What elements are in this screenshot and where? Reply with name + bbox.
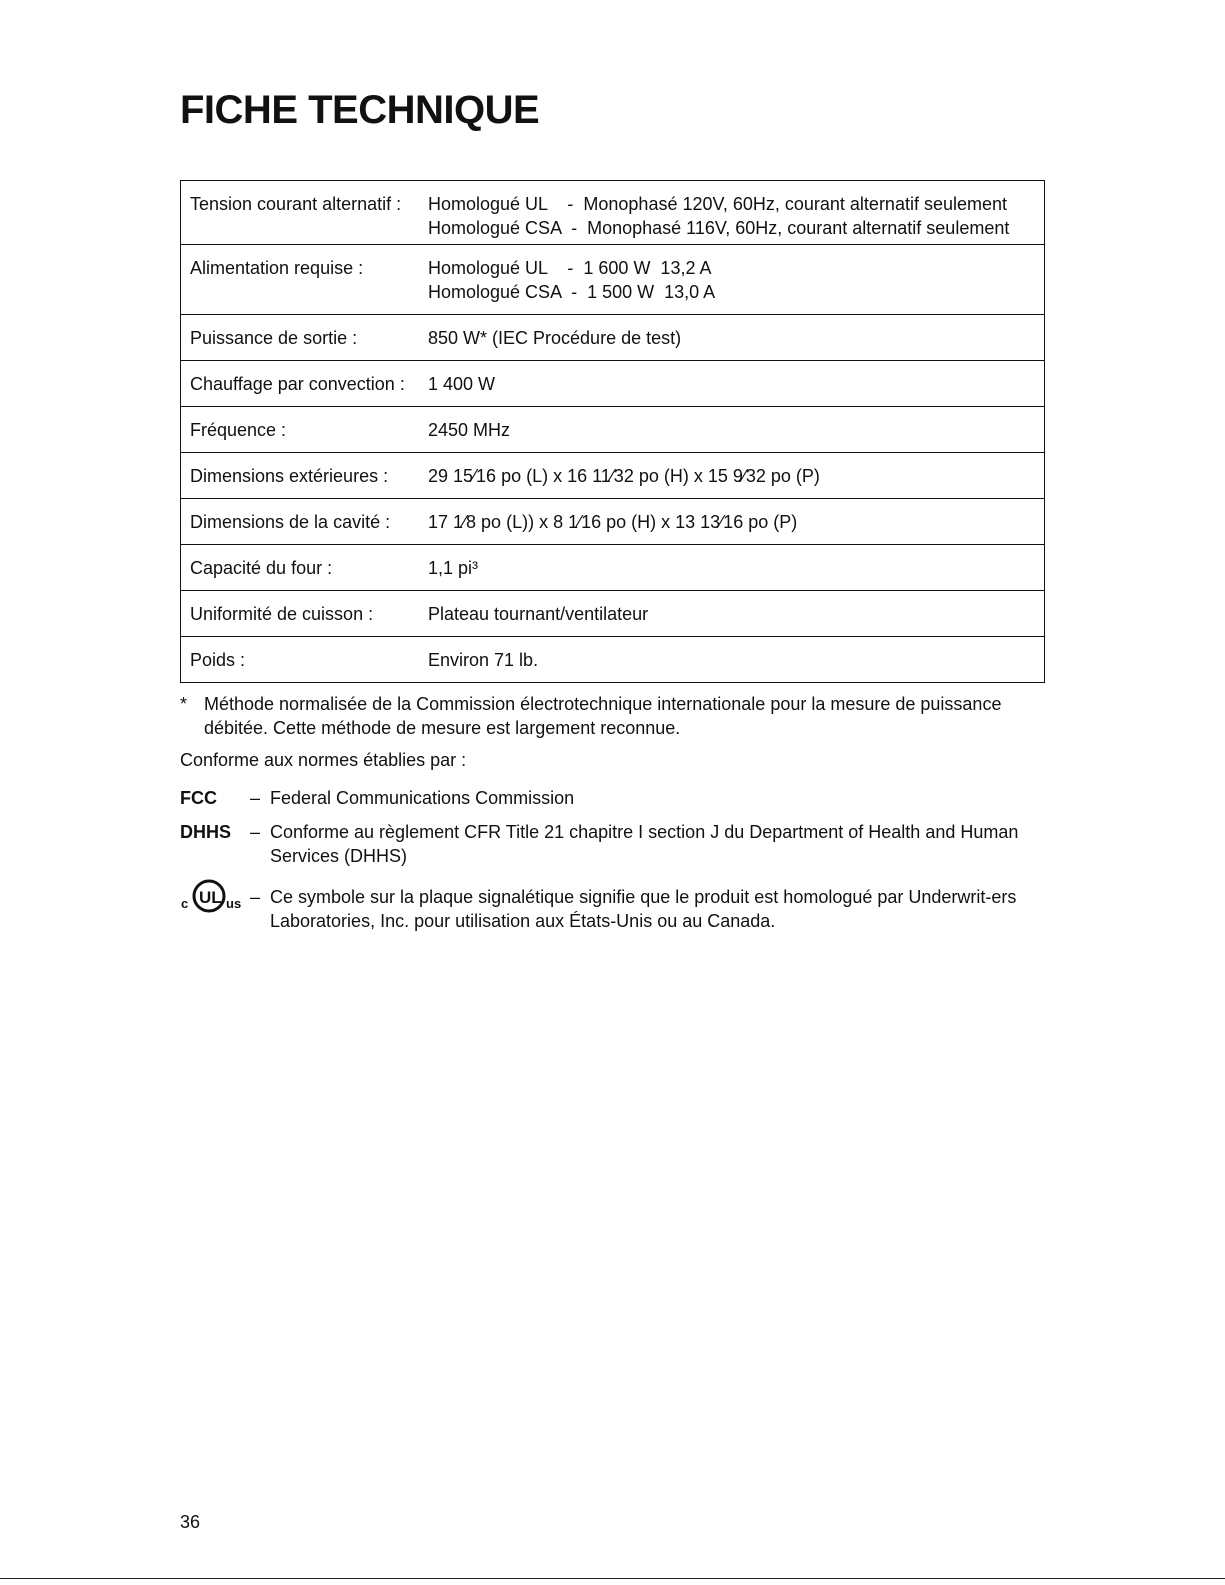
spec-value-cell	[428, 637, 1045, 683]
footnote-marker: *	[180, 694, 188, 714]
spec-value-cell	[428, 407, 1045, 453]
spec-row	[181, 315, 1045, 361]
footnote-text: Méthode normalisée de la Commission électrotechnique internationale pour la mesure de puissance débitée. Cette méthode de mesure est largement reconnue.	[204, 694, 1002, 738]
spec-row	[181, 361, 1045, 407]
spec-label-cell	[181, 545, 429, 591]
svg-text:c: c	[181, 896, 189, 911]
spec-value: Homologué UL - Monophasé 120V, 60Hz, courant alternatif seulement	[428, 194, 1008, 214]
spec-row	[181, 407, 1045, 453]
spec-value-cell	[428, 453, 1045, 499]
spec-value-cell	[428, 545, 1045, 591]
spec-value: Homologué UL - 1 600 W 13,2 A	[428, 258, 712, 278]
standard-abbr: FCC	[180, 788, 217, 808]
spec-label-cell	[181, 453, 429, 499]
standard-item-dhhs	[180, 820, 1050, 868]
spec-table	[180, 180, 1045, 683]
spec-row	[181, 545, 1045, 591]
spec-label-cell	[181, 407, 429, 453]
spec-row	[181, 499, 1045, 545]
spec-label: Capacité du four :	[190, 558, 333, 578]
spec-value: 1,1 pi³	[428, 558, 479, 578]
spec-label: Chauffage par convection :	[190, 374, 405, 394]
svg-text:us: us	[226, 896, 242, 911]
spec-value-cell	[428, 181, 1045, 245]
svg-text:UL: UL	[199, 888, 222, 907]
spec-label-cell	[181, 361, 429, 407]
spec-row	[181, 637, 1045, 683]
standard-dash: –	[250, 788, 261, 808]
spec-label: Uniformité de cuisson :	[190, 604, 374, 624]
page-title: FICHE TECHNIQUE	[180, 88, 540, 132]
spec-label: Dimensions extérieures :	[190, 466, 389, 486]
spec-label-cell	[181, 181, 429, 245]
spec-value: 29 15⁄16 po (L) x 16 11⁄32 po (H) x 15 9⁄32 po (P)	[428, 466, 820, 486]
spec-value-cell	[428, 245, 1045, 315]
spec-row	[181, 245, 1045, 315]
standard-dash: –	[250, 887, 261, 907]
spec-value: Environ 71 lb.	[428, 650, 539, 670]
spec-value-cell	[428, 315, 1045, 361]
cul-us-logo-icon	[180, 879, 244, 921]
standard-item-fcc	[180, 786, 1050, 810]
standard-text: Ce symbole sur la plaque signalétique signifie que le produit est homologué par Underwrit-ers Laboratories, Inc. pour utilisation aux États-Unis ou au Canada.	[270, 887, 1017, 931]
footnote	[180, 692, 1050, 740]
spec-value: Plateau tournant/ventilateur	[428, 604, 649, 624]
spec-label: Poids :	[190, 650, 246, 670]
spec-row	[181, 181, 1045, 245]
spec-label-cell	[181, 245, 429, 315]
spec-row	[181, 591, 1045, 637]
standard-text: Conforme au règlement CFR Title 21 chapitre I section J du Department of Health and Human Services (DHHS)	[270, 822, 1019, 866]
spec-value: 2450 MHz	[428, 420, 511, 440]
spec-value: 850 W* (IEC Procédure de test)	[428, 328, 682, 348]
spec-label-cell	[181, 637, 429, 683]
spec-label: Puissance de sortie :	[190, 328, 358, 348]
spec-label: Tension courant alternatif :	[190, 194, 402, 214]
spec-value-cell	[428, 499, 1045, 545]
spec-value: 17 1⁄8 po (L)) x 8 1⁄16 po (H) x 13 13⁄16 po (P)	[428, 512, 798, 532]
standard-item-ul	[180, 885, 1050, 933]
spec-value: Homologué CSA - Monophasé 116V, 60Hz, courant alternatif seulement	[428, 218, 1010, 238]
spec-label: Dimensions de la cavité :	[190, 512, 391, 532]
spec-row	[181, 453, 1045, 499]
standard-dash: –	[250, 822, 261, 842]
spec-value-cell	[428, 361, 1045, 407]
spec-label: Alimentation requise :	[190, 258, 364, 278]
bottom-rule	[0, 1578, 1225, 1579]
spec-value: 1 400 W	[428, 374, 496, 394]
spec-value: Homologué CSA - 1 500 W 13,0 A	[428, 282, 716, 302]
spec-label-cell	[181, 499, 429, 545]
spec-label-cell	[181, 315, 429, 361]
page-number: 36	[180, 1512, 201, 1532]
spec-label: Fréquence :	[190, 420, 287, 440]
conformity-heading: Conforme aux normes établies par :	[180, 750, 467, 770]
spec-label-cell	[181, 591, 429, 637]
standard-abbr: DHHS	[180, 822, 232, 842]
spec-value-cell	[428, 591, 1045, 637]
standard-text: Federal Communications Commission	[270, 788, 575, 808]
